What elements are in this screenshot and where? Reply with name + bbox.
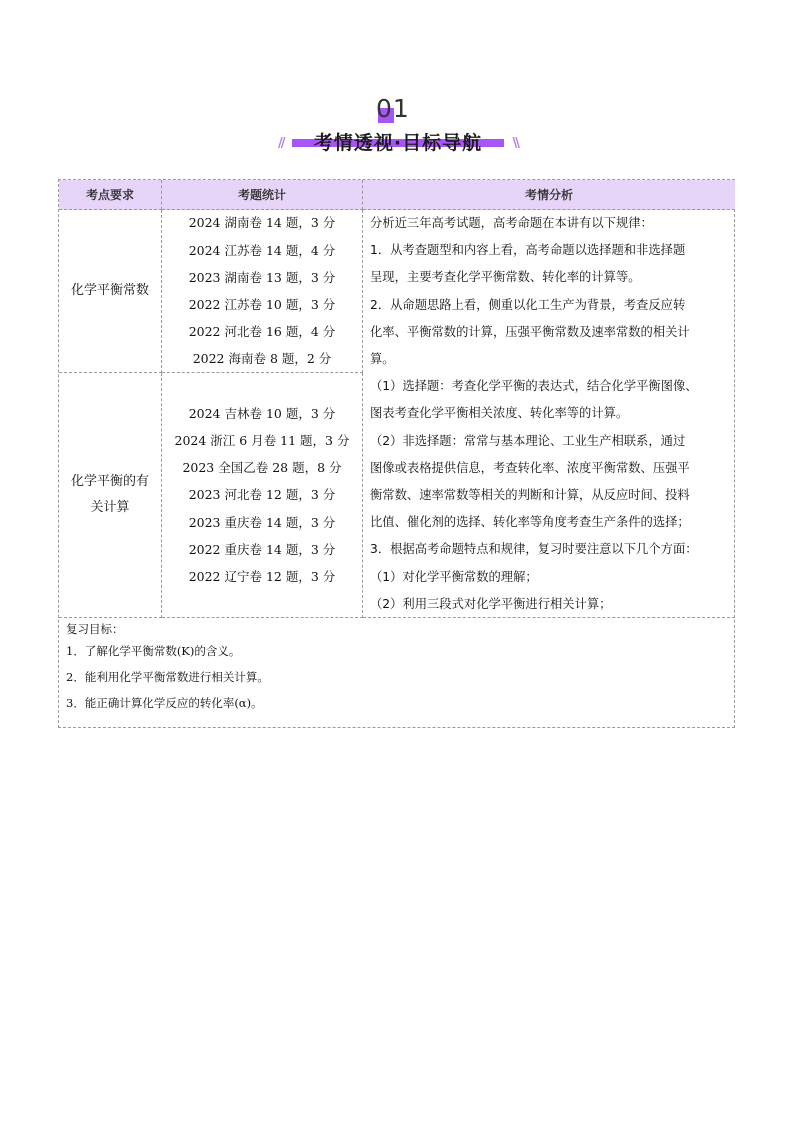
analysis-line: 化率、平衡常数的计算，压强平衡常数及速率常数的相关计 xyxy=(370,324,690,339)
analysis-line: 算。 xyxy=(370,352,395,367)
stat-line: 2022 辽宁卷 12 题，3 分 xyxy=(188,569,336,584)
header-analysis: 考情分析 xyxy=(363,180,735,210)
analysis-line: 分析近三年高考试题，高考命题在本讲有以下规律： xyxy=(370,216,653,230)
topic-cell xyxy=(59,210,162,373)
stat-line: 2024 吉林卷 10 题，3 分 xyxy=(188,405,336,421)
analysis-line: 呈现，主要考查化学平衡常数、转化率的计算等。 xyxy=(370,270,641,285)
analysis-line: 图像或表格提供信息，考查转化率、浓度平衡常数、压强平 xyxy=(370,460,690,475)
header-topic: 考点要求 xyxy=(59,180,162,210)
stats-cell xyxy=(162,210,363,373)
analysis-line: 衡常数、速率常数等相关的判断和计算，从反应时间、投料 xyxy=(370,488,690,503)
goals-title: 复习目标： xyxy=(66,622,124,636)
analysis-line: （2）利用三段式对化学平衡进行相关计算； xyxy=(370,596,612,611)
analysis-line: （1）选择题：考查化学平衡的表达式，结合化学平衡图像、 xyxy=(370,379,698,394)
section-heading xyxy=(0,92,794,158)
exam-analysis-table xyxy=(58,179,735,728)
section-number: 01 xyxy=(376,94,410,123)
slash-decoration-right-icon: \\ xyxy=(512,136,518,151)
analysis-line: 比值、催化剂的选择、转化率等角度考查生产条件的选择； xyxy=(370,515,690,530)
analysis-line: 2．从命题思路上看，侧重以化工生产为背景，考查反应转 xyxy=(370,297,686,312)
analysis-line: 图表考查化学平衡相关浓度、转化率等的计算。 xyxy=(370,406,629,421)
topic-label: 化学平衡常数 xyxy=(70,283,149,298)
stat-line: 2024 湖南卷 14 题，3 分 xyxy=(188,215,336,231)
stat-line: 2022 河北卷 16 题，4 分 xyxy=(188,324,336,340)
goal-item: 2．能利用化学平衡常数进行相关计算。 xyxy=(66,670,269,684)
analysis-line: 1．从考查题型和内容上看，高考命题以选择题和非选择题 xyxy=(370,243,686,258)
header-stats: 考题统计 xyxy=(162,180,363,210)
stat-line: 2022 江苏卷 10 题，3 分 xyxy=(188,297,336,312)
stat-line: 2024 浙江 6 月卷 11 题，3 分 xyxy=(174,432,350,448)
topic-label-line: 关计算 xyxy=(90,500,130,515)
analysis-line: （1）对化学平衡常数的理解； xyxy=(370,569,538,584)
section-title-block xyxy=(278,128,518,154)
section-number-block xyxy=(376,94,410,126)
stats-cell xyxy=(162,373,363,618)
stat-line: 2023 湖南卷 13 题，3 分 xyxy=(188,269,336,285)
analysis-line: （2）非选择题：常常与基本理论、工业生产相联系，通过 xyxy=(370,433,686,448)
stat-line: 2022 海南卷 8 题，2 分 xyxy=(192,351,332,367)
goal-item: 1．了解化学平衡常数(K)的含义。 xyxy=(66,644,241,658)
topic-cell xyxy=(59,373,162,618)
stat-line: 2023 重庆卷 14 题，3 分 xyxy=(188,514,336,530)
analysis-line: 3．根据高考命题特点和规律，复习时要注意以下几个方面： xyxy=(370,542,698,557)
topic-label-line: 化学平衡的有 xyxy=(70,474,149,489)
stat-line: 2023 河北卷 12 题，3 分 xyxy=(188,487,336,503)
section-title: 考情透视·目标导航 xyxy=(313,132,483,154)
goals-cell xyxy=(59,618,735,728)
goal-item: 3．能正确计算化学反应的转化率(α)。 xyxy=(66,696,263,710)
stat-line: 2024 江苏卷 14 题，4 分 xyxy=(188,242,336,258)
slash-decoration-left-icon: // xyxy=(278,136,284,151)
analysis-cell xyxy=(363,210,735,618)
stat-line: 2022 重庆卷 14 题，3 分 xyxy=(188,541,336,557)
stat-line: 2023 全国乙卷 28 题，8 分 xyxy=(182,460,342,476)
